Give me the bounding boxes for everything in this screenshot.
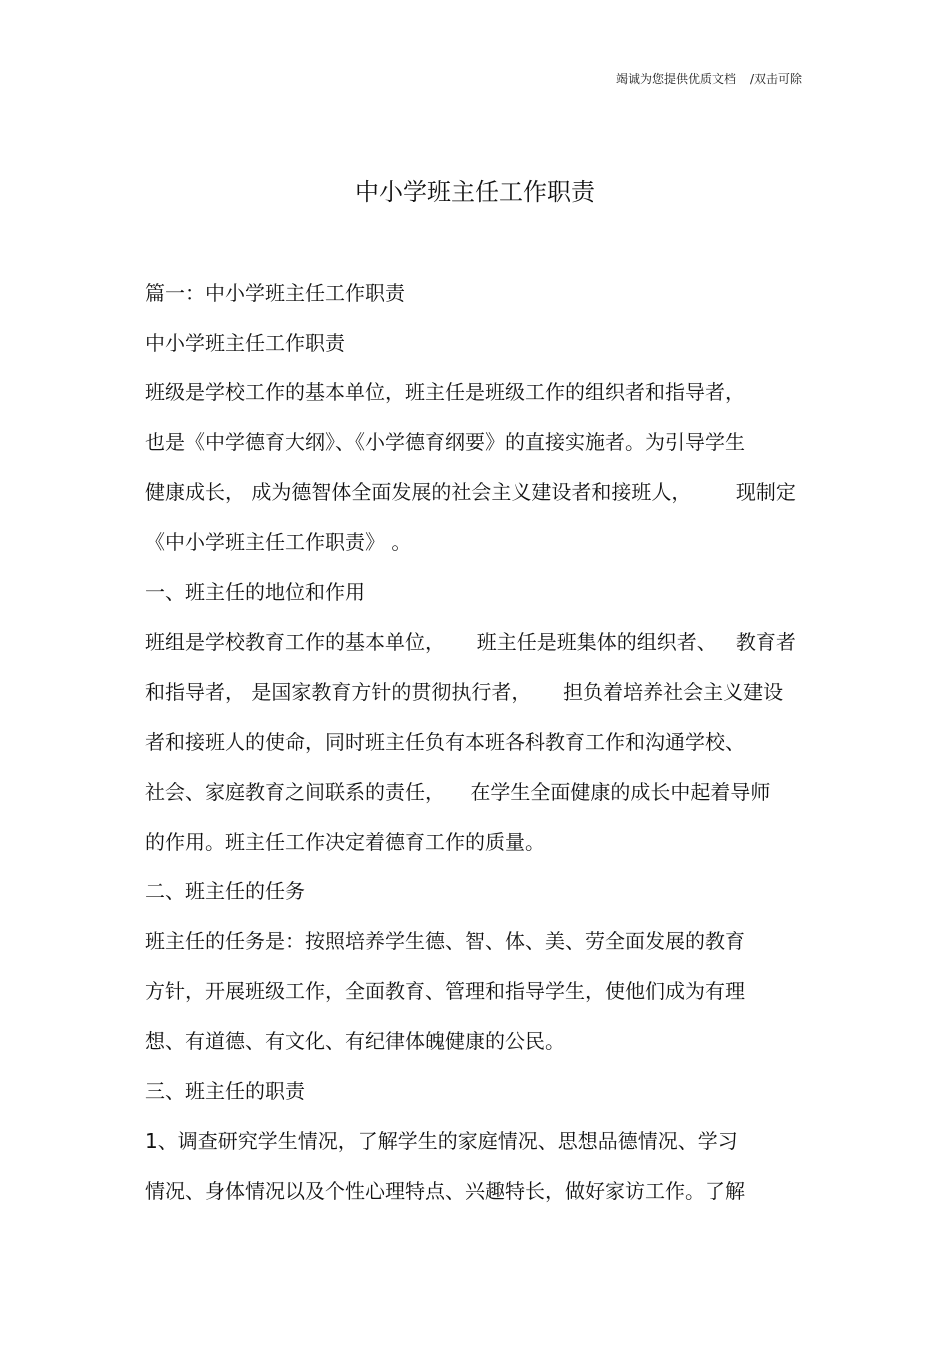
paragraph-line: 也是《中学德育大纲》、《小学德育纲要》的直接实施者。为引导学生 bbox=[145, 430, 745, 454]
paragraph-line: 情况、身体情况以及个性心理特点、兴趣特长，做好家访工作。了解 bbox=[145, 1179, 745, 1203]
paragraph-line: 班级是学校工作的基本单位，班主任是班级工作的组织者和指导者， bbox=[145, 380, 745, 404]
paragraph-line: 和指导者， 是国家教育方针的贯彻执行者， 担负着培养社会主义建设 bbox=[145, 680, 784, 704]
section-heading-1: 一、班主任的地位和作用 bbox=[145, 580, 365, 604]
paragraph-line: 社会、家庭教育之间联系的责任， 在学生全面健康的成长中起着导师 bbox=[145, 780, 771, 804]
paragraph-line: 者和接班人的使命，同时班主任负有本班各科教育工作和沟通学校、 bbox=[145, 730, 745, 754]
document-title: 中小学班主任工作职责 bbox=[355, 178, 595, 206]
paragraph-line: 想、有道德、有文化、有纪律体魄健康的公民。 bbox=[145, 1029, 565, 1053]
paragraph-line: 方针，开展班级工作，全面教育、管理和指导学生，使他们成为有理 bbox=[145, 979, 745, 1003]
header-note-suffix: /双击可除 bbox=[749, 72, 802, 86]
section-heading-part1: 篇一：中小学班主任工作职责 bbox=[145, 281, 405, 305]
section-heading-2: 二、班主任的任务 bbox=[145, 879, 305, 903]
paragraph-line: 1、调查研究学生情况，了解学生的家庭情况、思想品德情况、学习 bbox=[145, 1129, 738, 1153]
header-note bbox=[616, 70, 802, 87]
paragraph-line: 班组是学校教育工作的基本单位， 班主任是班集体的组织者、 教育者 bbox=[145, 630, 796, 654]
paragraph-line: 班主任的任务是：按照培养学生德、智、体、美、劳全面发展的教育 bbox=[145, 929, 745, 953]
section-heading-3: 三、班主任的职责 bbox=[145, 1079, 305, 1103]
subtitle-line: 中小学班主任工作职责 bbox=[145, 331, 345, 355]
paragraph-line: 健康成长， 成为德智体全面发展的社会主义建设者和接班人， 现制定 bbox=[145, 480, 796, 504]
paragraph-line: 的作用。班主任工作决定着德育工作的质量。 bbox=[145, 830, 545, 854]
header-note-text: 竭诚为您提供优质文档 bbox=[615, 72, 736, 86]
paragraph-line: 《中小学班主任工作职责》 。 bbox=[145, 530, 412, 554]
